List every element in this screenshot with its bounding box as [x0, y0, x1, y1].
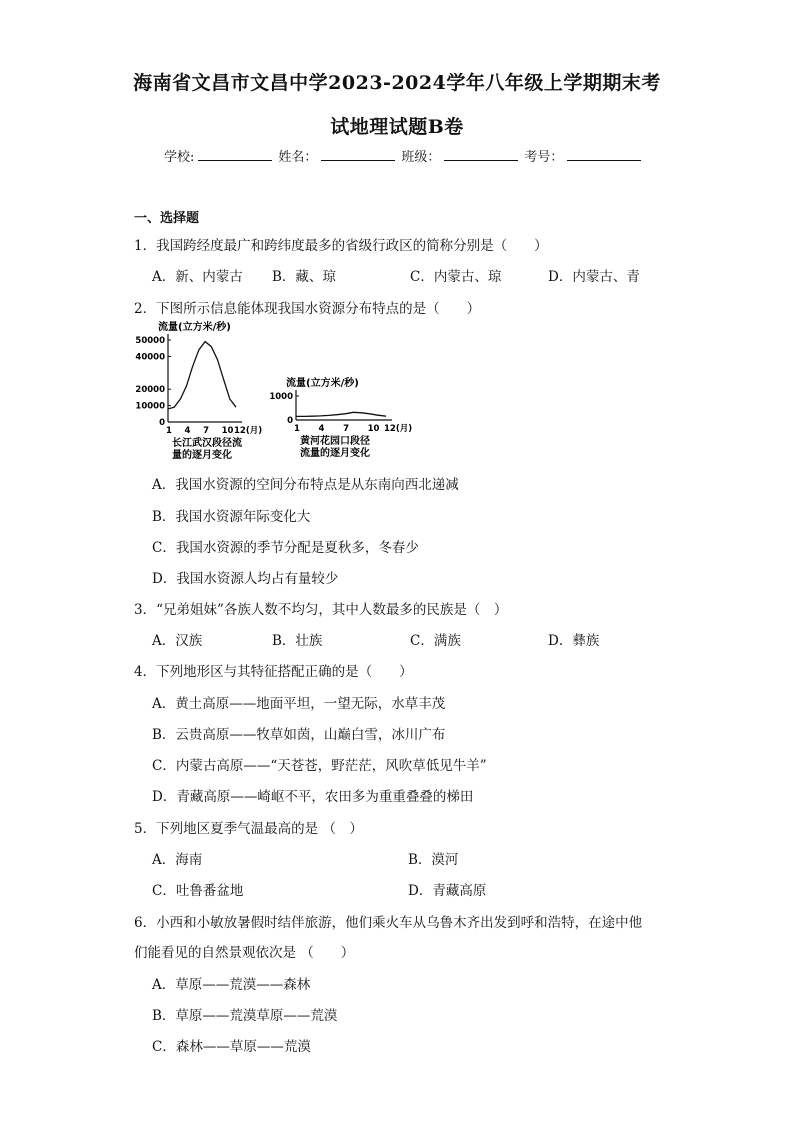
section-heading: 一、选择题 — [134, 211, 200, 226]
question-3-stem: 3．“兄弟姐妹”各族人数不均匀，其中人数最多的民族是（ ） — [134, 602, 508, 618]
q5-option-c[interactable]: C．吐鲁番盆地 — [152, 883, 244, 899]
q2-option-a[interactable]: A．我国水资源的空间分布特点是从东南向西北递减 — [152, 477, 459, 493]
class-blank[interactable] — [444, 146, 518, 161]
number-label: 考号： — [524, 150, 564, 165]
yangtze-flow-chart — [135, 320, 262, 461]
yellow-ytick-label: 1000 — [269, 392, 293, 402]
yellow-xtick-label: 4 — [318, 424, 325, 434]
question-5-stem: 5．下列地区夏季气温最高的是 （ ） — [134, 821, 363, 837]
q6-option-c[interactable]: C．森林——草原——荒漠 — [152, 1039, 311, 1055]
q3-option-a[interactable]: A．汉族 — [152, 633, 203, 649]
q3-option-b[interactable]: B．壮族 — [272, 633, 323, 649]
q3-option-d[interactable]: D．彝族 — [548, 633, 600, 649]
yangtze-ytick-label: 40000 — [135, 352, 165, 363]
yellow-ylabel: 流量(立方米/秒) — [286, 378, 359, 389]
yellow-caption-line1: 黄河花园口段径 — [300, 436, 370, 447]
yangtze-xtick-label: 1 — [166, 426, 172, 436]
name-label: 姓名： — [278, 150, 318, 165]
q1-option-a[interactable]: A．新、内蒙古 — [152, 269, 243, 285]
q3-option-c[interactable]: C．满族 — [410, 633, 461, 649]
class-label: 班级： — [401, 150, 441, 165]
q5-option-b[interactable]: B．漠河 — [408, 852, 459, 868]
q5-option-d[interactable]: D．青藏高原 — [408, 883, 487, 899]
question-4-stem: 4．下列地形区与其特征搭配正确的是（ ） — [134, 664, 413, 680]
student-info-row — [164, 146, 643, 165]
yangtze-caption-line2: 量的逐月变化 — [172, 450, 232, 461]
page-title-line1: 海南省文昌市文昌中学2023-2024学年八年级上学期期末考 — [133, 72, 661, 94]
q5-option-a[interactable]: A．海南 — [152, 852, 203, 868]
q4-option-a[interactable]: A．黄土高原——地面平坦，一望无际，水草丰茂 — [152, 696, 446, 712]
yangtze-ytick-label: 20000 — [135, 385, 165, 396]
yangtze-series-line — [168, 342, 236, 409]
q2-option-c[interactable]: C．我国水资源的季节分配是夏秋多，冬春少 — [152, 540, 419, 556]
question-2-stem: 2．下图所示信息能体现我国水资源分布特点的是（ ） — [134, 301, 481, 317]
yellow-xtick-label: 1 — [294, 424, 300, 434]
q1-option-c[interactable]: C．内蒙古、琼 — [410, 269, 502, 285]
q1-option-d[interactable]: D．内蒙古、青 — [548, 269, 640, 285]
yellow-xtick-label: 12(月) — [384, 424, 413, 434]
yellow-ytick-label: 0 — [287, 416, 293, 426]
q2-option-b[interactable]: B．我国水资源年际变化大 — [152, 509, 311, 525]
q6-option-a[interactable]: A．草原——荒漠——森林 — [152, 977, 311, 993]
question-6-stem-line1: 6．小西和小敏放暑假时结伴旅游，他们乘火车从乌鲁木齐出发到呼和浩特，在途中他 — [134, 915, 643, 931]
yangtze-caption-line1: 长江武汉段径流 — [172, 438, 242, 449]
yellow-xtick-label: 10 — [367, 424, 380, 434]
q6-option-b[interactable]: B．草原——荒漠草原——荒漠 — [152, 1008, 338, 1024]
river-flow-charts — [128, 318, 413, 463]
name-blank[interactable] — [321, 146, 395, 161]
yellow-river-flow-chart — [269, 376, 412, 459]
yangtze-xtick-label: 12(月) — [234, 426, 263, 436]
yangtze-ytick-label: 10000 — [135, 401, 165, 412]
school-label: 学校: — [164, 150, 195, 165]
school-blank[interactable] — [198, 146, 272, 161]
page-title-line2: 试地理试题B卷 — [330, 116, 464, 138]
yangtze-xtick-label: 10 — [221, 426, 234, 436]
yellow-xtick-label: 7 — [343, 424, 350, 434]
yangtze-xtick-label: 4 — [184, 426, 191, 436]
number-blank[interactable] — [567, 146, 641, 161]
q4-option-d[interactable]: D．青藏高原——崎岖不平，农田多为重重叠叠的梯田 — [152, 789, 474, 805]
yellow-caption-line2: 流量的逐月变化 — [300, 448, 370, 459]
question-1-stem: 1．我国跨经度最广和跨纬度最多的省级行政区的简称分别是（ ） — [134, 238, 548, 254]
question-6-stem-line2: 们能看见的自然景观依次是 （ ） — [134, 945, 355, 961]
yangtze-ylabel: 流量(立方米/秒) — [158, 322, 231, 333]
yangtze-ytick-label: 50000 — [135, 336, 165, 346]
q1-option-b[interactable]: B．藏、琼 — [272, 269, 336, 285]
yellow-series-line — [296, 412, 386, 416]
q4-option-b[interactable]: B．云贵高原——牧草如茵，山巅白雪，冰川广布 — [152, 727, 446, 743]
q2-option-d[interactable]: D．我国水资源人均占有量较少 — [152, 571, 339, 587]
yangtze-xtick-label: 7 — [203, 426, 210, 436]
q4-option-c[interactable]: C．内蒙古高原——“天苍苍，野茫茫，风吹草低见牛羊” — [152, 758, 487, 774]
yangtze-ytick-label: 0 — [159, 418, 165, 428]
